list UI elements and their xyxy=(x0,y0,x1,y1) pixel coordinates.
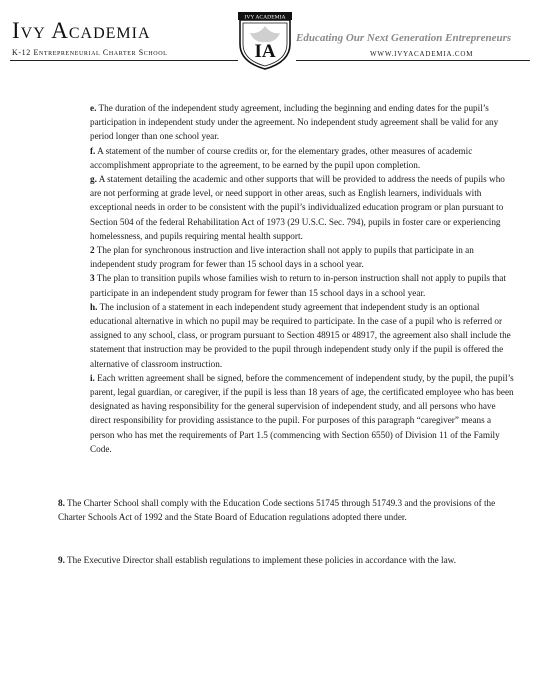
section-marker: 8. xyxy=(58,498,65,508)
item-marker: g. xyxy=(90,174,97,185)
item-marker: f. xyxy=(90,145,96,156)
list-item xyxy=(90,144,514,172)
logo-banner-text: IVY ACADEMIA xyxy=(244,14,286,21)
letterhead xyxy=(0,0,538,70)
item-text: The inclusion of a statement in each independent study agreement that independent study is an optional educational alternative in which no pupil may be required to participate. In the case of a pupil who is referred or assigned to any school, class, or program pursuant to Section 48915 or 48917, the agreement also shall include the statement that instruction may be provided to the pupil through independent study only if the pupil is offered the alternative of classroom instruction. xyxy=(90,301,511,369)
item-text: A statement detailing the academic and other supports that will be provided to address the needs of pupils who are not performing at grade level, or need support in other areas, such as English learners, individuals with exceptional needs in order to be consistent with the pupil’s individualized education program or plan pursuant to Section 504 of the federal Rehabilitation Act of 1973 (29 U.S.C. Sec. 794), pupils in foster care or experiencing homelessness, and pupils requiring mental health support. xyxy=(90,174,505,241)
item-text: The plan to transition pupils whose families wish to return to in-person instruction shall not apply to pupils that participate in an independent study program for fewer than 15 school days in a school year. xyxy=(90,273,507,298)
item-text: The plan for synchronous instruction and live interaction shall not apply to pupils that participate in an independent study program for fewer than 15 school days in a school year. xyxy=(90,245,474,270)
item-marker: 3 xyxy=(90,273,95,284)
school-name: Ivy Academia xyxy=(12,18,151,43)
list-item xyxy=(90,172,514,243)
item-text: The duration of the independent study agreement, including the beginning and ending dates for the pupil’s participation in independent study under the agreement. No independent study agreement shall be valid for any period longer than one school year. xyxy=(90,103,499,142)
section-text: The Charter School shall comply with the Education Code sections 51745 through 51749.3 and the provisions of the Charter Schools Act of 1992 and the State Board of Education regulations adopted there under. xyxy=(58,498,496,523)
item-list xyxy=(90,101,514,456)
header-rule-right xyxy=(296,60,530,61)
list-item xyxy=(90,371,514,456)
shield-crest-icon xyxy=(236,10,294,70)
school-subtitle: K-12 Entrepreneurial Charter School xyxy=(12,48,168,57)
list-item xyxy=(90,101,514,144)
section-paragraph xyxy=(58,553,518,567)
tagline: Educating Our Next Generation Entrepreneurs xyxy=(296,32,512,44)
item-text: A statement of the number of course credits or, for the elementary grades, other measures of academic accomplishment appropriate to the agreement, to be earned by the pupil upon completion. xyxy=(90,145,473,170)
website-address: WWW.IVYACADEMIA.COM xyxy=(370,50,474,58)
section-paragraph xyxy=(58,496,518,524)
item-marker: h. xyxy=(90,301,98,312)
header-rule-left xyxy=(10,60,238,61)
item-marker: i. xyxy=(90,372,95,383)
list-item xyxy=(90,243,514,271)
list-item xyxy=(90,300,514,371)
section-marker: 9. xyxy=(58,555,65,565)
logo-monogram: IA xyxy=(254,41,276,62)
item-marker: e. xyxy=(90,103,97,113)
item-marker: 2 xyxy=(90,245,95,256)
section-text: The Executive Director shall establish regulations to implement these policies in accordance with the law. xyxy=(67,555,457,565)
item-text: Each written agreement shall be signed, before the commencement of independent study, by the pupil, the pupil’s parent, legal guardian, or caregiver, if the pupil is less than 18 years of age, the certificated employee who has been designated as having responsibility for the general supervision of independent study, and all persons who have direct responsibility for providing assistance to the pupil. For purposes of this paragraph “caregiver” means a person who has met the requirements of Part 1.5 (commencing with Section 6550) of Division 11 of the Family Code. xyxy=(90,372,514,454)
list-item xyxy=(90,271,514,299)
